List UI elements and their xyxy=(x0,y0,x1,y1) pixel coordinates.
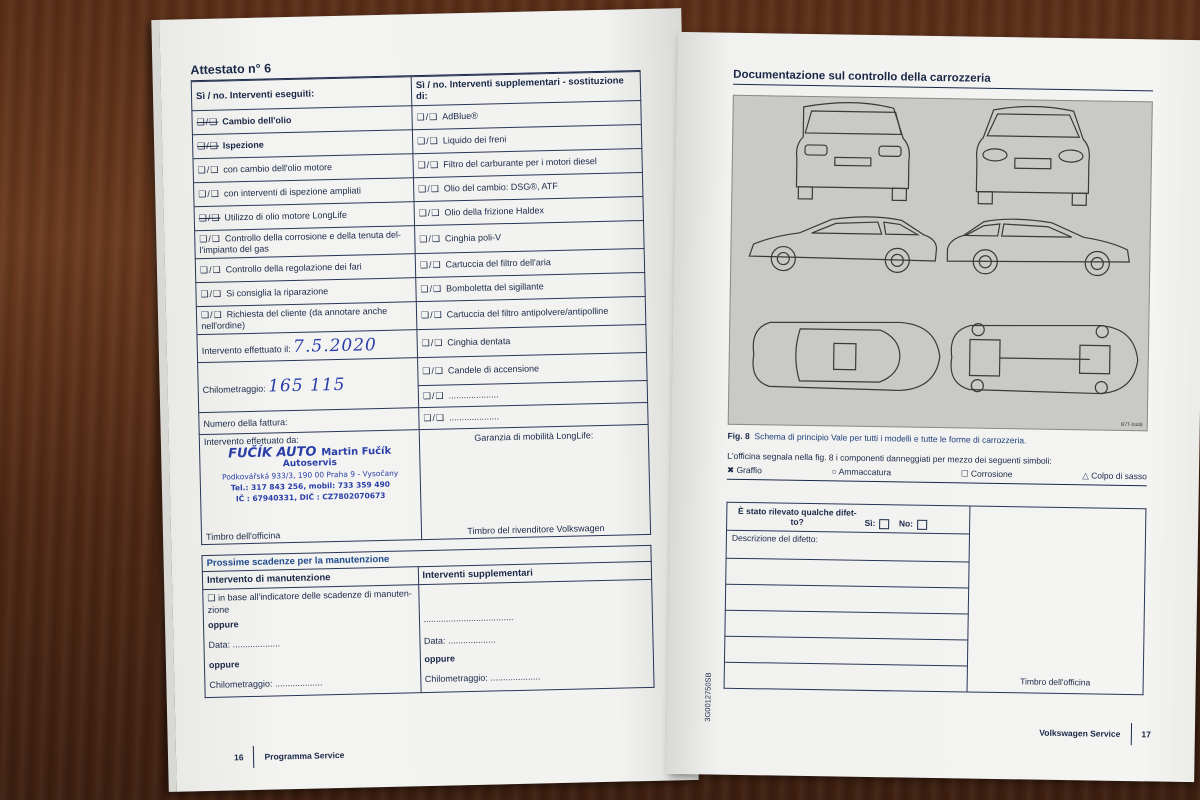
defect-line xyxy=(726,558,969,588)
km-handwritten: 165 115 xyxy=(267,374,346,397)
checked-checkbox-pair[interactable]: ❑/❑ xyxy=(198,212,221,224)
km-label: Chilometraggio: xyxy=(202,383,266,395)
checkbox-pair[interactable]: ❑/❑ xyxy=(417,135,439,147)
checkbox-pair: ❑/❑ xyxy=(422,390,445,402)
right-row-label: Olio della frizione Haldex xyxy=(444,205,545,218)
car-diagram-figure xyxy=(728,95,1153,432)
legend-label: Colpo di sasso xyxy=(1091,470,1148,482)
longlife-label: Garanzia di mobilità LongLife: xyxy=(474,430,594,443)
date-handwritten: 7.5.2020 xyxy=(292,334,378,357)
defect-desc-label: Descrizione del difetto: xyxy=(726,530,969,562)
col-right-header: Sì / no. Interventi supplementari - sostituzione di: xyxy=(411,72,641,106)
right-workshop-stamp-label: Timbro dell'officina xyxy=(1020,676,1091,688)
indicator-label: in base all'indicatore delle scadenze di manuten-zione xyxy=(207,588,412,615)
car-outlines-svg xyxy=(729,96,1154,433)
yes-label: Sì: xyxy=(864,518,876,529)
right-row-label: Cinghia dentata xyxy=(447,336,511,348)
checkbox-pair: ❑/❑ xyxy=(421,337,444,349)
next-data-label: Data: xyxy=(208,639,231,650)
car-rear-view xyxy=(796,102,910,201)
legend-label: Ammaccatura xyxy=(838,466,892,478)
oppure-label-2: oppure xyxy=(208,659,240,670)
next-maintenance-right xyxy=(418,579,654,692)
left-row-label: con interventi di ispezione ampliati xyxy=(223,185,362,199)
checked-checkbox-pair[interactable]: ❑/❑ xyxy=(196,116,219,128)
car-front-view xyxy=(976,106,1090,206)
right-page-title: Documentazione sul controllo della carrozzeria xyxy=(733,69,1153,92)
right-row-label: .................... xyxy=(448,411,500,423)
workshop-stamp-area xyxy=(967,506,1146,695)
defect-table xyxy=(724,502,1147,696)
checkbox-icon: ❑ xyxy=(207,592,219,603)
footer-divider xyxy=(253,746,254,768)
checkbox-pair[interactable]: ❑/❑ xyxy=(200,309,223,321)
next-km-dots-2: .................... xyxy=(490,671,541,683)
done-by-cell xyxy=(199,430,421,545)
stone-chip-icon: △ xyxy=(1082,470,1089,481)
fig-code: B7T-0446 xyxy=(1121,421,1143,429)
legend-label: Corrosione xyxy=(970,468,1013,480)
checkbox-pair[interactable]: ❑/❑ xyxy=(416,111,439,123)
scratch-icon: ✖ xyxy=(726,464,735,475)
right-row-label: .................... xyxy=(448,389,499,401)
right-row-label: AdBlue® xyxy=(442,110,478,122)
checkbox-pair[interactable]: ❑/❑ xyxy=(197,164,220,176)
defect-line xyxy=(724,636,967,666)
workshop-stamp-label: Timbro dell'officina xyxy=(205,530,281,543)
checkbox-pair[interactable]: ❑/❑ xyxy=(420,309,443,321)
checkbox-pair[interactable]: ❑/❑ xyxy=(417,159,440,171)
next-col2-header: Interventi supplementari xyxy=(418,561,652,584)
next-km-dots: ................... xyxy=(274,677,323,689)
checkbox-pair: ❑/❑ xyxy=(423,412,446,424)
right-row-label: Filtro del carburante per i motori diesel xyxy=(443,156,597,170)
col-left-header: Sì / no. Interventi eseguiti: xyxy=(191,77,412,111)
left-footer-title: Programma Service xyxy=(264,749,345,762)
stamp-address: Podkovářská 933/3, 190 00 Praha 9 - Vysočany xyxy=(221,468,399,482)
checkbox-pair[interactable]: ❑/❑ xyxy=(419,259,442,271)
car-side-right-view xyxy=(947,218,1130,276)
defect-question: È stato rilevato qualche difet-to? xyxy=(737,506,857,528)
yes-checkbox[interactable] xyxy=(879,519,889,529)
longlife-cell xyxy=(419,424,650,539)
right-row-label: Bomboletta del sigillante xyxy=(446,281,544,294)
fig-label: Fig. 8 xyxy=(727,430,750,442)
stamp-brand: FUČÍK AUTO xyxy=(227,444,317,462)
service-record-table xyxy=(191,71,651,545)
left-row-label: Cambio dell'olio xyxy=(222,114,292,127)
next-data-label-2: Data: xyxy=(423,635,446,647)
workshop-stamp xyxy=(204,442,416,505)
next-col1-header: Intervento di manutenzione xyxy=(202,567,418,590)
checkbox-pair[interactable]: ❑/❑ xyxy=(418,207,441,219)
right-row-label: Liquido dei freni xyxy=(442,134,507,146)
legend-label: Graffio xyxy=(736,464,762,476)
right-page xyxy=(666,32,1200,782)
left-page-number: 16 xyxy=(233,752,244,763)
legend-stone-chip xyxy=(1082,470,1147,482)
checkbox-pair[interactable]: ❑/❑ xyxy=(418,183,440,195)
next-maintenance-title: Prossime scadenze per la manutenzione xyxy=(202,545,651,571)
defect-line xyxy=(725,584,968,614)
next-km-label-2: Chilometraggio: xyxy=(424,672,488,685)
no-checkbox[interactable] xyxy=(917,520,927,530)
left-row-label: Ispezione xyxy=(222,139,264,151)
right-row-label: Cartuccia del filtro dell'aria xyxy=(445,257,551,270)
footer-divider xyxy=(1130,723,1131,745)
legend-dent xyxy=(832,466,892,478)
right-footer-brand: Volkswagen Service xyxy=(1039,727,1121,739)
legend-lead: L'officina segnala nella fig. 8 i componenti danneggiati per mezzo dei seguenti simboli: xyxy=(727,450,1052,466)
left-row-label: Controllo della corrosione e della tenuta del-l'impianto del gas xyxy=(199,229,402,256)
car-underside-view xyxy=(951,323,1139,394)
fig-caption-line xyxy=(727,431,1147,448)
checkbox-pair: ❑/❑ xyxy=(422,365,445,377)
damage-legend xyxy=(727,465,1147,487)
left-row-label: Si consiglia la riparazione xyxy=(226,286,329,299)
oppure-label-3: oppure xyxy=(424,653,455,665)
checked-checkbox-pair[interactable]: ❑/❑ xyxy=(197,140,219,152)
car-side-left-view xyxy=(749,215,937,273)
defect-question-cell xyxy=(727,502,970,534)
km-cell xyxy=(198,358,419,413)
stamp-ids: IČ : 67940331, DIČ : CZ7802070673 xyxy=(235,490,386,504)
next-dots-long: .................................... xyxy=(423,612,514,625)
next-data-dots: ................... xyxy=(232,638,281,650)
left-row-label: Controllo della regolazione dei fari xyxy=(225,261,362,275)
checkbox-pair[interactable]: ❑/❑ xyxy=(420,283,443,295)
right-row-label: Cinghia poli-V xyxy=(444,232,502,244)
legend-scratch xyxy=(727,465,762,477)
stamp-business: Autoservis xyxy=(282,458,338,470)
page-title: Attestato n° 6 xyxy=(190,61,272,78)
stamp-name: Martin Fučík xyxy=(321,445,392,459)
right-row-label: Cartuccia del filtro antipolvere/antipolline xyxy=(446,305,609,320)
vertical-code: 3G0012750SB xyxy=(703,672,713,722)
car-top-view xyxy=(753,320,941,391)
defect-line xyxy=(724,662,967,692)
checkbox-pair[interactable]: ❑/❑ xyxy=(199,233,222,245)
left-row-label: con cambio dell'olio motore xyxy=(223,162,333,175)
no-label: No: xyxy=(898,518,914,529)
fig-caption: Schema di principio Vale per tutti i modelli e tutte le forme di carrozzeria. xyxy=(754,431,1027,446)
dent-icon: ○ xyxy=(831,466,837,477)
right-page-number: 17 xyxy=(1141,729,1151,740)
right-page-footer xyxy=(1039,722,1151,746)
stamp-phone: Tel.: 317 843 256, mobil: 733 359 490 xyxy=(230,479,391,493)
checkbox-pair[interactable]: ❑/❑ xyxy=(198,188,221,200)
right-row-label: Candele di accensione xyxy=(447,363,540,376)
done-by-label: Intervento effettuato da: xyxy=(203,434,299,448)
right-row-label: Olio del cambio: DSG®, ATF xyxy=(443,180,558,194)
dealer-stamp-label: Timbro del rivenditore Volkswagen xyxy=(467,522,605,537)
next-maintenance-left xyxy=(203,585,421,698)
checkbox-pair[interactable]: ❑/❑ xyxy=(199,264,222,276)
next-maintenance-table xyxy=(201,545,654,698)
checkbox-pair[interactable]: ❑/❑ xyxy=(419,233,442,245)
legend-corrosion xyxy=(961,468,1013,480)
next-data-dots-2: ................... xyxy=(447,634,496,646)
next-km-label: Chilometraggio: xyxy=(209,678,273,690)
defect-line xyxy=(725,610,968,640)
corrosion-icon: ☐ xyxy=(960,468,969,479)
date-label: Intervento effettuato il: xyxy=(201,343,291,356)
left-page-footer xyxy=(234,744,345,768)
left-row-label: Richiesta del cliente (da annotare anche nell'ordine) xyxy=(201,305,388,332)
checkbox-pair[interactable]: ❑/❑ xyxy=(200,288,223,300)
oppure-label: oppure xyxy=(207,619,239,630)
left-page xyxy=(151,8,698,792)
invoice-cell: Numero della fattura: xyxy=(199,408,419,435)
left-row-label: Utilizzo di olio motore LongLife xyxy=(224,209,348,223)
